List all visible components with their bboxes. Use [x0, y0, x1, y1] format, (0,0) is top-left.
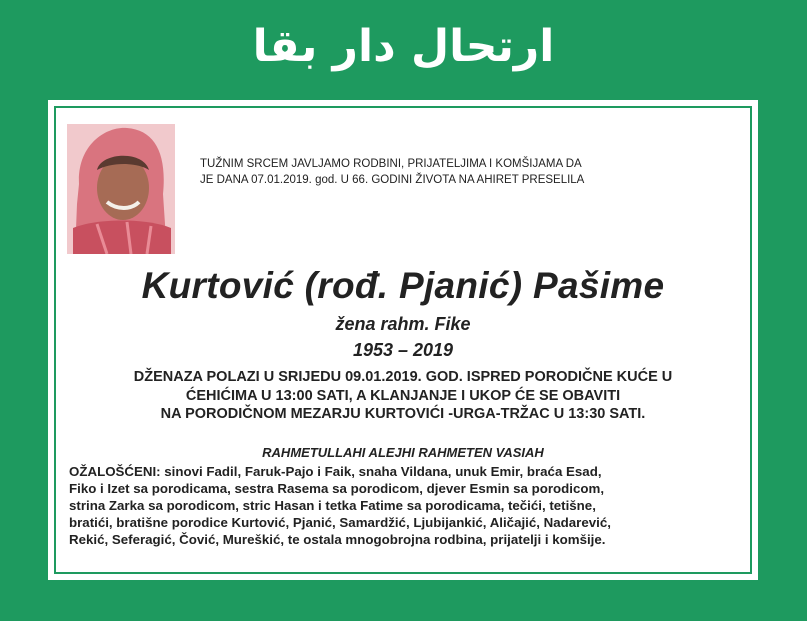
funeral-line: ĆEHIĆIMA U 13:00 SATI, A KLANJANJE I UKOP ĆE SE OBAVITI: [185, 387, 621, 404]
life-years: 1953 – 2019: [352, 340, 454, 360]
funeral-line: NA PORODIČNOM MEZARJU KURTOVIĆI -URGA-TRŽAC U 13:30 SATI.: [160, 406, 646, 422]
mourners-line: Fiko i Izet sa porodicama, sestra Rasema sa porodicom, djever Esmin sa porodicom,: [69, 481, 605, 496]
intro-text: [200, 156, 720, 188]
mourners-line: bratići, bratišne porodice Kurtović, Pjanić, Samardžić, Ljubijankić, Aličajić, Nadarević,: [69, 515, 611, 530]
portrait-image: [67, 124, 175, 254]
mourners-line: OŽALOŠĆENI: sinovi Fadil, Faruk-Pajo i Faik, snaha Vildana, unuk Emir, braća Esad,: [69, 464, 602, 479]
header-calligraphy: ارتحال دار بقا: [252, 21, 555, 72]
intro-line: JE DANA 07.01.2019. god. U 66. GODINI ŽIVOTA NA AHIRET PRESELILA: [200, 174, 585, 186]
spouse-note: žena rahm. Fike: [335, 314, 471, 334]
funeral-line: DŽENAZA POLAZI U SRIJEDU 09.01.2019. GOD. ISPRED PORODIČNE KUĆE U: [133, 369, 673, 385]
funeral-details: [78, 368, 728, 424]
mourners-line: Rekić, Seferagić, Čović, Mureškić, te ostala mnogobrojna rodbina, prijatelji i komšije.: [69, 532, 606, 547]
notice-card: [48, 100, 758, 580]
prayer-line: RAHMETULLAHI ALEJHI RAHMETEN VASIAH: [262, 445, 544, 460]
deceased-name: Kurtović (rođ. Pjanić) Pašime: [141, 265, 665, 306]
portrait-photo: [67, 124, 175, 254]
mourners-line: strina Zarka sa porodicom, stric Hasan i tetka Fatime sa porodicama, tečići, tetišne,: [69, 498, 596, 513]
mourners-list: [69, 463, 739, 548]
intro-line: TUŽNIM SRCEM JAVLJAMO RODBINI, PRIJATELJIMA I KOMŠIJAMA DA: [200, 158, 582, 170]
